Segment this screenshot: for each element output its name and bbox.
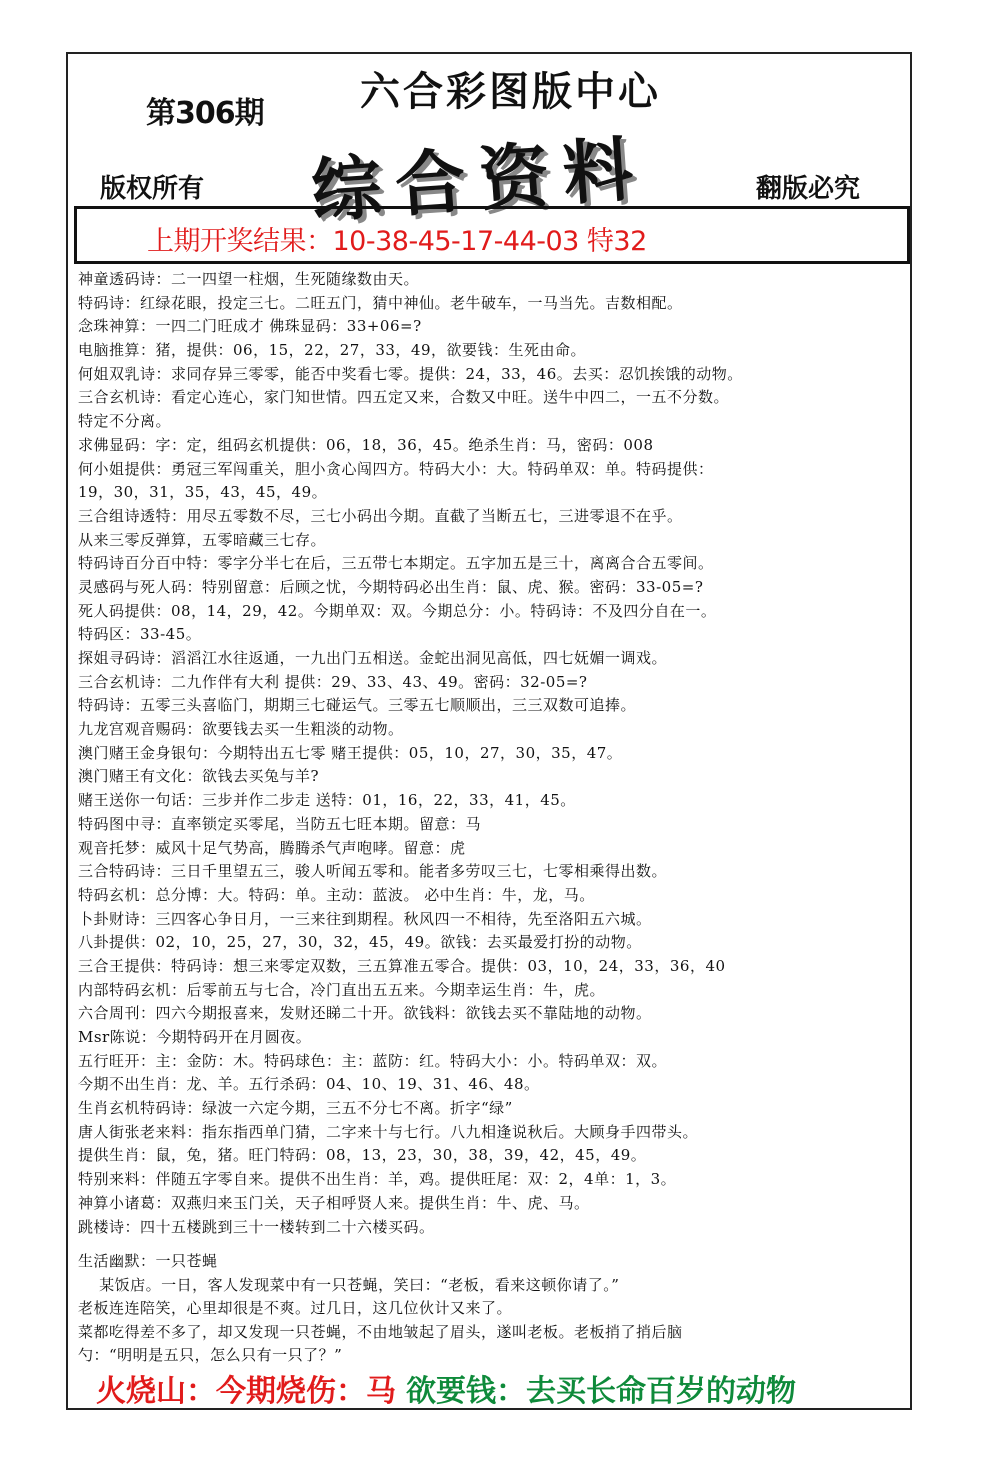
content-line: 卜卦财诗：三四客心争日月，一三来往到期程。秋风四一不相待，先至洛阳五六城。 xyxy=(78,909,652,928)
content-line: 三合玄机诗：二九作伴有大利 提供：29、33、43、49。密码：32-05=? xyxy=(78,672,588,691)
content-line: 求佛显码：字：定，组码玄机提供：06，18，36，45。绝杀生肖：马，密码：008 xyxy=(78,435,654,454)
content-line: Msr陈说：今期特码开在月圆夜。 xyxy=(78,1028,312,1046)
content-line: 死人码提供：08，14，29，42。今期单双：双。今期总分：小。特码诗：不及四分自在一。 xyxy=(78,601,717,620)
content-line: 跳楼诗：四十五楼跳到三十一楼转到二十六楼买码。 xyxy=(78,1217,435,1236)
content-line: 澳门赌王金身银句：今期特出五七零 赌王提供：05，10，27，30，35，47。 xyxy=(78,743,623,762)
content-line: 八卦提供：02，10，25，27，30，32，45，49。欲钱：去买最爱打扮的动物。 xyxy=(78,933,642,952)
content-line: 三合王提供：特码诗：想三来零定双数，三五算准五零合。提供：03，10，24，33，36，40 xyxy=(78,956,726,975)
piracy-note: 翻版必究 xyxy=(756,174,861,204)
content-line: 特码区：33-45。 xyxy=(78,625,202,644)
result-box xyxy=(74,206,910,264)
story-line: 菜都吃得差不多了，却又发现一只苍蝇，不由地皱起了眉头，遂叫老板。老板捎了捎后脑 xyxy=(78,1322,683,1341)
content-line: 三合特码诗：三日千里望五三，骏人听闻五零和。能者多劳叹三七，七零相乘得出数。 xyxy=(78,862,668,881)
content-line: 从来三零反弹算，五零暗藏三七存。 xyxy=(78,530,327,549)
content-line: 三合组诗透特：用尽五零数不尽，三七小码出今期。直截了当断五七，三进零退不在乎。 xyxy=(78,506,683,525)
story-line: 勺：“明明是五只，怎么只有一只了？” xyxy=(78,1346,343,1364)
content-lines xyxy=(78,268,908,1239)
big-title: 综合资料 xyxy=(308,126,650,233)
content-line: 特别来料：伴随五字零自来。提供不出生肖：羊，鸡。提供旺尾：双：2，4单：1，3。 xyxy=(78,1170,677,1189)
issue-number: 第306期 xyxy=(146,96,264,131)
story-line: 某饭店。一日，客人发现菜中有一只苍蝇，笑曰：“老板，看来这顿你请了。” xyxy=(78,1275,620,1294)
content-line: 五行旺开：主：金防：木。特码球色：主：蓝防：红。特码大小：小。特码单双：双。 xyxy=(78,1051,668,1070)
content-line: 提供生肖：鼠，兔，猪。旺门特码：08，13，23，30，38，39，42，45，49。 xyxy=(78,1146,647,1165)
content-line: 19，30，31，35，43，45，49。 xyxy=(78,483,328,502)
content-line: 三合玄机诗：看定心连心，家门知世情。四五定又来，合数又中旺。送牛中四二，一五不分数。 xyxy=(78,388,730,407)
story-line: 生活幽默：一只苍蝇 xyxy=(78,1252,218,1270)
copyright-note: 版权所有 xyxy=(100,174,205,204)
content-line: 特码诗百分百中特：零字分半七在后，三五带七本期定。五字加五是三十，离离合合五零间。 xyxy=(78,554,714,573)
content-line: 神算小诸葛：双燕归来玉门关，天子相呼贤人来。提供生肖：牛、虎、马。 xyxy=(78,1193,590,1212)
content-line: 唐人街张老来料：指东指西单门猜，二字来十与七行。八九相逢说秋后。大顾身手四带头。 xyxy=(78,1122,699,1141)
humor-story xyxy=(78,1250,908,1368)
content-line: 六合周刊：四六今期报喜来，发财还睇二十开。欲钱料：欲钱去买不靠陆地的动物。 xyxy=(78,1004,652,1023)
content-line: 神童透码诗：二一四望一柱烟，生死随缘数由天。 xyxy=(78,270,420,288)
content-line: 特码诗：红绿花眼，投定三七。二旺五门，猜中神仙。老牛破车，一马当先。吉数相配。 xyxy=(78,293,683,312)
footer-red-text: 火烧山：今期烧伤：马 xyxy=(96,1374,396,1409)
footer-banner xyxy=(96,1366,796,1410)
content-line: 电脑推算：猪，提供：06，15，22，27，33，49，欲要钱：生死由命。 xyxy=(78,341,587,360)
center-title: 六合彩图版中心 xyxy=(360,68,661,115)
content-line: 何姐双乳诗：求同存异三零零，能否中奖看七零。提供：24，33，46。去买：忍饥挨饿的动物。 xyxy=(78,364,743,383)
content-line: 澳门赌王有文化：欲钱去买兔与羊? xyxy=(78,767,320,786)
content-line: 九龙宫观音赐码：欲要钱去买一生粗淡的动物。 xyxy=(78,720,404,739)
content-line: 内部特码玄机：后零前五与七合，冷门直出五五来。今期幸运生肖：牛，虎。 xyxy=(78,980,606,999)
content-line: 灵感码与死人码：特别留意：后顾之忧，今期特码必出生肖：鼠、虎、猴。密码：33-05=? xyxy=(78,577,704,596)
content-line: 特定不分离。 xyxy=(78,412,172,431)
story-line: 老板连连陪笑，心里却很是不爽。过几日，这几位伙计又来了。 xyxy=(78,1299,513,1317)
content-line: 特码图中寻：直率锁定买零尾，当防五七旺本期。留意：马 xyxy=(78,814,482,833)
content-line: 何小姐提供：勇冠三军闯重关，胆小贪心闯四方。特码大小：大。特码单双：单。特码提供： xyxy=(78,459,714,478)
content-line: 念珠神算：一四二门旺成才 佛珠显码：33+06=? xyxy=(78,317,422,336)
content-line: 赌王送你一句话：三步并作二步走 送特：01，16，22，33，41，45。 xyxy=(78,791,576,810)
result-text: 上期开奖结果：10-38-45-17-44-03 特32 xyxy=(147,226,647,257)
footer-green-text: 欲要钱：去买长命百岁的动物 xyxy=(406,1374,796,1409)
content-line: 探姐寻码诗：滔滔江水往返通，一九出门五相送。金蛇出洞见高低，四七妩媚一调戏。 xyxy=(78,649,668,667)
content-line: 观音托梦：威风十足气势高，腾腾杀气声咆哮。留意：虎 xyxy=(78,838,466,857)
content-line: 特码诗：五零三头喜临门，期期三七碰运气。三零五七顺顺出，三三双数可追捧。 xyxy=(78,696,637,715)
content-line: 生肖玄机特码诗：绿波一六定今期，三五不分七不离。折字“绿” xyxy=(78,1099,513,1118)
content-line: 特码玄机：总分博：大。特码：单。主动：蓝波。 必中生肖：牛，龙，马。 xyxy=(78,885,595,904)
content-line: 今期不出生肖：龙、羊。五行杀码：04、10、19、31、46、48。 xyxy=(78,1075,540,1094)
